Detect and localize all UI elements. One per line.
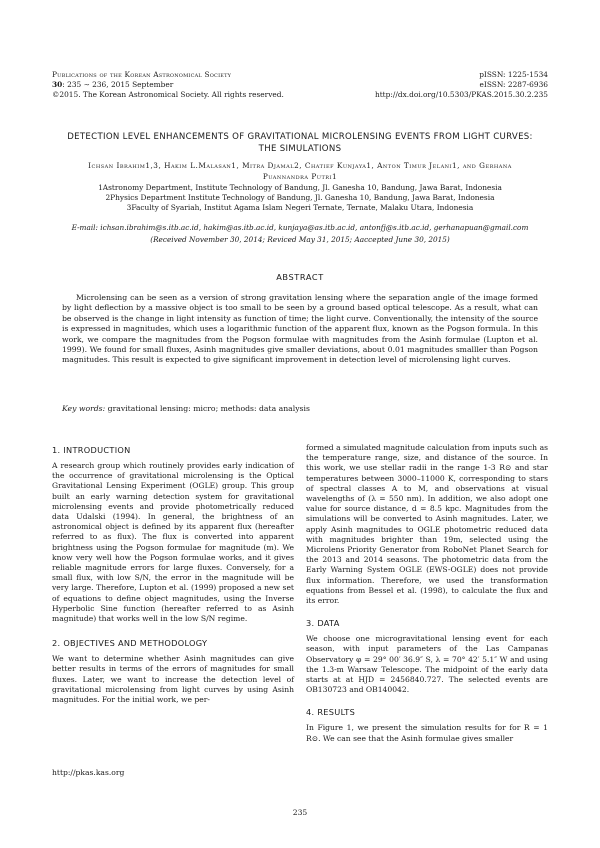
volume-pages: : 235 ∼ 236, 2015 September bbox=[62, 80, 174, 89]
affiliation-1: 1Astronomy Department, Institute Technology of Bandung, Jl. Ganesha 10, Bandung, Jawa Barat, Indonesia bbox=[98, 183, 502, 192]
affiliations bbox=[40, 183, 560, 213]
section-heading-introduction: 1. INTRODUCTION bbox=[52, 445, 131, 455]
pissn: pISSN: 1225-1534 bbox=[479, 70, 548, 79]
paper-title bbox=[40, 131, 560, 155]
keywords-text: gravitational lensing: micro; methods: data analysis bbox=[107, 404, 310, 413]
received-dates: (Received November 30, 2014; Reviced May 31, 2015; Aaccepted June 30, 2015) bbox=[150, 235, 450, 244]
footnote-url[interactable]: http://pkas.kas.org bbox=[52, 768, 125, 777]
section-heading-results: 4. RESULTS bbox=[306, 707, 356, 718]
authors-line-1: Ichsan Ibrahim1,3, Hakim L.Malasan1, Mitra Djamal2, Chatief Kunjaya1, Anton Timur Jelani1, and Gerhana bbox=[88, 161, 512, 170]
abstract-heading: ABSTRACT bbox=[276, 272, 324, 282]
email-line bbox=[40, 223, 560, 233]
volume-info bbox=[52, 80, 284, 90]
methodology-continued-text: formed a simulated magnitude calculation from inputs such as the temperature range, size, and distance of the source. In this work, we use stellar radii in the range 1-3 R⊙ and star temperatures between 3000–11000 K, corresponding to stars of spectral classes A to M, and observations at visual wavelengths of (λ = 550 nm). In addition, we also adopt one value for source distance, d = 8.5 kpc. Magnitudes from the simulations will be converted to Asinh magnitudes. Later, we apply Asinh magnitudes to OGLE photometric reduced data with magnitudes brighter than 19m, selected using the Microlens Priority Generator from RoboNet Planet Search for the 2013 and 2014 seasons. The photometric data from the Early Warning System OGLE (EWS-OGLE) does not provide flux information. Therefore, we used the transformation equations from Bessel et al. (1998), to calculate the flux and its error. bbox=[306, 443, 548, 606]
title-line-2: THE SIMULATIONS bbox=[258, 144, 342, 154]
email-addresses: ichsan.ibrahim@s.itb.ac.id, hakim@as.itb.ac.id, kunjaya@as.itb.ac.id, antonfj@s.itb.ac.id, gerhanapuan@gmail.com bbox=[100, 223, 529, 232]
authors-line-2: Puannandra Putri1 bbox=[262, 171, 338, 181]
abstract-text: Microlensing can be seen as a version of strong gravitation lensing where the separation angle of the image formed by light deflection by a massive object is too small to be seen by a ground based optical telescope. As a result, what can be observed is the change in light intensity as function of time; the light curve. Conventionally, the intensity of the source is expressed in magnitudes, which uses a logarithmic function of the apparent flux, known as the Pogson formula. In this work, we compare the magnitudes from the Pogson formulae with magnitudes from the Asinh formulae (Lupton et al. 1999). We found for small fluxes, Asinh magnitudes give smaller deviations, about 0.01 magnitudes smalller than Pogson magnitudes. This result is expected to give significant improvement in detection level of microlensing light curves. bbox=[62, 293, 538, 365]
journal-name: Publications of the Korean Astronomical Society bbox=[52, 70, 232, 79]
affiliation-3: 3Faculty of Syariah, Institut Agama Islam Negeri Ternate, Ternate, Malaku Utara, Indonesia bbox=[126, 203, 474, 212]
author-list bbox=[40, 161, 560, 182]
volume-number: 30 bbox=[52, 80, 63, 89]
section-heading-data: 3. DATA bbox=[306, 618, 340, 629]
keywords-label: Key words: bbox=[62, 404, 106, 413]
page-number: 235 bbox=[292, 808, 308, 817]
right-column bbox=[306, 443, 548, 744]
data-text: We choose one microgravitational lensing event for each season, with input parameters of the Las Campanas Observatory φ = 29° 00′ 36.9″ S, λ = 70° 42′ 5.1″ W and using the 1.3-m Warsaw Telescope. The midpoint of the early data starts at at HJD = 2456840.727. The selected events are OB130723 and OB140042. bbox=[306, 634, 548, 695]
running-header-left bbox=[52, 70, 284, 100]
affiliation-2: 2Physics Department Institute Technology of Bandung, Jl. Ganesha 10, Bandung, Jawa Barat, Indonesia bbox=[105, 193, 495, 202]
introduction-text: A research group which routinely provides early indication of the occurrence of gravitational microlensing is the Optical Gravitational Lensing Experiment (OGLE) group. This group built an early warning detection system for gravitational microlensing events and provide photometrically reduced data Udalski (1994). In general, the brightness of an astronomical object is defined by its apparent flux (hereafter referred to as flux). The flux is converted into apparent brightness using the Pogson formulae for magnitude (m). We know very well how the Pogson formulae works, and it gives reliable magnitude errors for large fluxes. Conversely, for a small flux, with low S/N, the error in the magnitude will be very large. Therefore, Lupton et al. (1999) proposed a new set of equations to define object magnitudes, using the Inverse Hyperbolic Sine function (hereafter referred to as Asinh magnitude) that works well in the low S/N regime. bbox=[52, 461, 294, 624]
keywords bbox=[62, 404, 538, 414]
objectives-text: We want to determine whether Asinh magnitudes can give better results in terms of the errors of magnitudes for small fluxes. Later, we want to increase the detection level of gravitational microlensing from light curves by using Asinh magnitudes. For the initial work, we per- bbox=[52, 654, 294, 705]
section-heading-objectives: 2. OBJECTIVES AND METHODOLOGY bbox=[52, 638, 208, 649]
doi-link[interactable]: http://dx.doi.org/10.5303/PKAS.2015.30.2.235 bbox=[374, 90, 548, 99]
left-column bbox=[52, 445, 294, 705]
email-label: E-mail: bbox=[71, 223, 98, 232]
results-text: In Figure 1, we present the simulation results for for R = 1 R⊙. We can see that the Asinh formulae gives smaller bbox=[306, 723, 548, 743]
title-line-1: DETECTION LEVEL ENHANCEMENTS OF GRAVITATIONAL MICROLENSING EVENTS FROM LIGHT CURVES: bbox=[67, 132, 533, 142]
eissn: eISSN: 2287-6936 bbox=[479, 80, 548, 89]
running-header-right bbox=[375, 70, 548, 100]
copyright: ©2015. The Korean Astronomical Society. All rights reserved. bbox=[52, 90, 284, 99]
